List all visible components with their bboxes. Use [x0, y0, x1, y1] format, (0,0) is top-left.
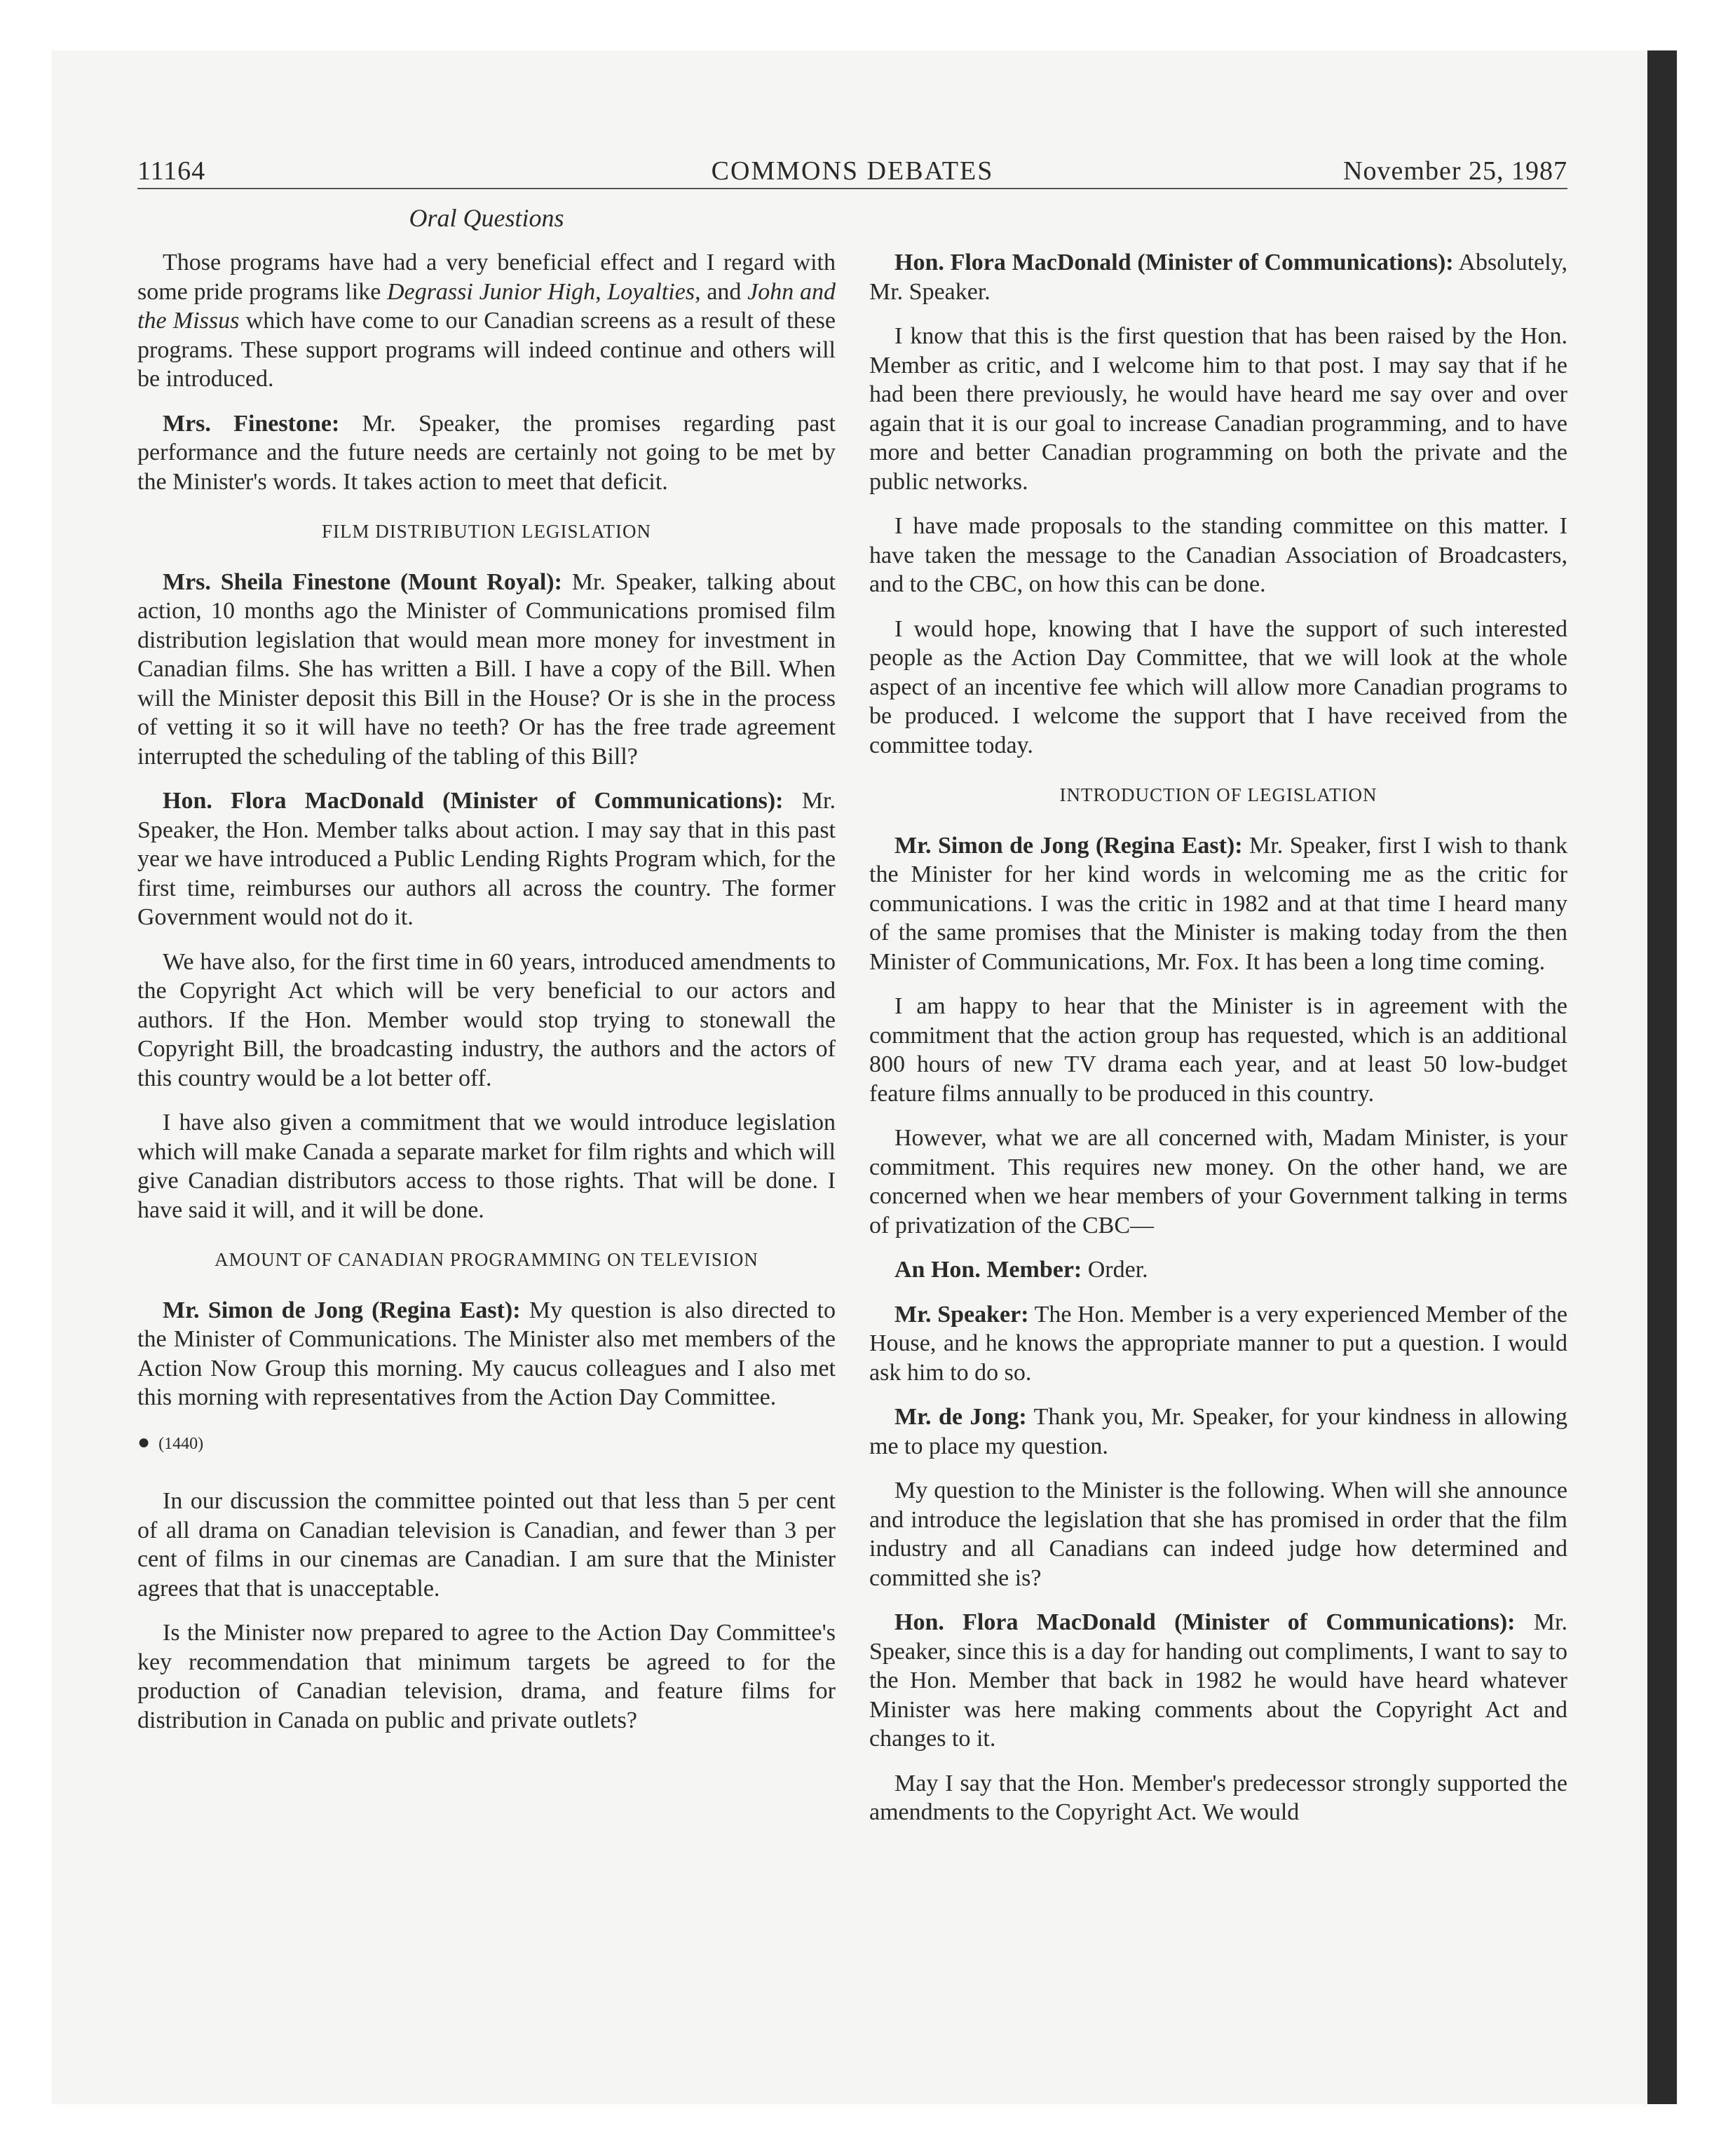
speech-text: Order. [1082, 1257, 1148, 1283]
speech-text: Mr. Speaker, since this is a day for handing out compliments, I want to say to the Hon. Member that back in 1982 he would have heard whatever Minister was here making comments about the Copyright Act and changes to it. [869, 1609, 1567, 1752]
paragraph: Is the Minister now prepared to agree to the Action Day Committee's key recommendation that minimum targets be agreed to for the production of Canadian television, drama, and feature films for distribution in Canada on public and private outlets? [137, 1620, 836, 1733]
paragraph [137, 786, 836, 932]
paragraph: I have also given a commitment that we would introduce legislation which will make Canada a separate market for film rights and which will give Canadian distributors access to those rights. That will be done. I have said it will, and it will be done. [137, 1110, 836, 1223]
paragraph: In our discussion the committee pointed out that less than 5 per cent of all drama on Canadian television is Canadian, and fewer than 3 per cent of films in our cinemas are Canadian. I am sure that the Minister agrees that that is unacceptable. [137, 1488, 836, 1602]
paragraph: I am happy to hear that the Minister is in agreement with the commitment that the action group has requested, which is an additional 800 hours of new TV drama each year, and at least 50 low-budget feature films annually to be produced in this country. [869, 993, 1567, 1107]
page-number: 11164 [137, 156, 206, 186]
program-title: Degrassi Junior High [387, 278, 596, 305]
paragraph [137, 568, 836, 772]
publication-date: November 25, 1987 [1343, 156, 1567, 186]
subheading: INTRODUCTION OF LEGISLATION [1059, 784, 1377, 805]
paragraph: We have also, for the first time in 60 years, introduced amendments to the Copyright Act which will be very beneficial to our actors and authors. If the Hon. Member would stop trying to stonewall the Copyright Bill, the broadcasting industry, the authors and the actors of this country would be a lot better off. [137, 948, 836, 1091]
publication-title: COMMONS DEBATES [711, 156, 994, 186]
subheading: FILM DISTRIBUTION LEGISLATION [322, 521, 651, 542]
section-label: Oral Questions [409, 204, 564, 232]
speaker-name: Mrs. Finestone: [163, 410, 340, 437]
speaker-name: Hon. Flora MacDonald (Minister of Communications): [894, 1609, 1516, 1635]
speech-text: Mr. Speaker, the promises regarding past performance and the future needs are certainly not going to be met by the Minister's words. It takes action to meet that deficit. [137, 410, 836, 495]
paragraph: I know that this is the first question that has been raised by the Hon. Member as critic, and I welcome him to that post. I may say that if he had been there previously, he would have heard me say over and over again that it is our goal to increase Canadian programming, and to have more and better Canadian programming on both the private and the public networks. [869, 323, 1567, 495]
paragraph [869, 831, 1567, 977]
speaker-name: Hon. Flora MacDonald (Minister of Communications): [163, 788, 784, 814]
paragraph [869, 1403, 1567, 1461]
speaker-name: Mr. Speaker: [894, 1301, 1029, 1328]
program-title: Loyalties [607, 278, 695, 305]
speech-text: Mr. Speaker, the Hon. Member talks about action. I may say that in this past year we have introduced a Public Lending Rights Program which, for the first time, reimburses our authors all across the country. The former Government would not do it. [137, 788, 836, 930]
right-column [869, 248, 1567, 1843]
bullet-icon: ● [137, 1430, 151, 1454]
speaker-name: Hon. Flora MacDonald (Minister of Communications): [894, 250, 1454, 275]
page-header [137, 156, 1567, 191]
text-run: Those programs have had a very beneficial effect and I regard with some pride programs like [137, 250, 836, 305]
speaker-name: An Hon. Member: [894, 1257, 1082, 1283]
paragraph: My question to the Minister is the following. When will she announce and introduce the legislation that she has promised in order that the film industry and all Canadians can indeed judge how determined and committed she is? [869, 1478, 1567, 1591]
speaker-name: Mr. Simon de Jong (Regina East): [163, 1297, 521, 1323]
speech-text: Absolutely, Mr. Speaker. [869, 250, 1567, 305]
time-stamp: (1440) [158, 1434, 204, 1453]
left-column [137, 248, 836, 1750]
scan-edge-bar [1647, 50, 1677, 2104]
speech-text: Mr. Speaker, first I wish to thank the Minister for her kind words in welcoming me as the critic for communications. I was the critic in 1982 and at that time I heard many of the same promises that the Minister is making today from the then Minister of Communications, Mr. Fox. It has been a long time coming. [869, 832, 1567, 975]
paragraph: However, what we are all concerned with, Madam Minister, is your commitment. This requires new money. On the other hand, we are concerned when we hear members of your Government talking in terms of privatization of the CBC— [869, 1125, 1567, 1239]
time-marker [137, 1428, 836, 1459]
paragraph: I have made proposals to the standing committee on this matter. I have taken the message to the Canadian Association of Broadcasters, and to the CBC, on how this can be done. [869, 513, 1567, 597]
program-title: John and the Missus [137, 278, 836, 334]
speech-text: The Hon. Member is a very experienced Member of the House, and he knows the appropriate manner to put a question. I would ask him to do so. [869, 1301, 1567, 1386]
subheading: AMOUNT OF CANADIAN PROGRAMMING ON TELEVISION [215, 1249, 758, 1270]
paragraph [137, 248, 836, 394]
paragraph [869, 1300, 1567, 1388]
paragraph [869, 248, 1567, 306]
paragraph [869, 1608, 1567, 1754]
paragraph [137, 409, 836, 497]
speaker-name: Mr. Simon de Jong (Regina East): [894, 832, 1243, 859]
text-run: , and [695, 278, 748, 305]
header-rule [137, 188, 1567, 189]
speech-text: My question is also directed to the Minister of Communications. The Minister also met members of the Action Now Group this morning. My caucus colleagues and I also met this morning with representatives from the Action Day Committee. [137, 1297, 836, 1410]
paragraph [869, 1255, 1567, 1285]
speech-text: Thank you, Mr. Speaker, for your kindness in allowing me to place my question. [869, 1404, 1567, 1459]
text-run: , [595, 278, 608, 305]
speaker-name: Mr. de Jong: [894, 1404, 1027, 1430]
speech-text: Mr. Speaker, talking about action, 10 months ago the Minister of Communications promised film distribution legislation that would mean more money for investment in Canadian films. She has written a Bill. I have a copy of the Bill. When will the Minister deposit this Bill in the House? Or is she in the process of vetting it so it will have no teeth? Or has the free trade agreement interrupted the scheduling of the tabling of this Bill? [137, 568, 836, 770]
paragraph: I would hope, knowing that I have the support of such interested people as the Action Day Committee, that we will look at the whole aspect of an incentive fee which will allow more Canadian programs to be produced. I welcome the support that I have received from the committee today. [869, 615, 1567, 758]
paragraph: May I say that the Hon. Member's predecessor strongly supported the amendments to the Copyright Act. We would [869, 1770, 1567, 1825]
speaker-name: Mrs. Sheila Finestone (Mount Royal): [163, 568, 562, 595]
paragraph [137, 1296, 836, 1412]
text-run: which have come to our Canadian screens as a result of these programs. These support programs will indeed continue and others will be introduced. [137, 308, 836, 392]
